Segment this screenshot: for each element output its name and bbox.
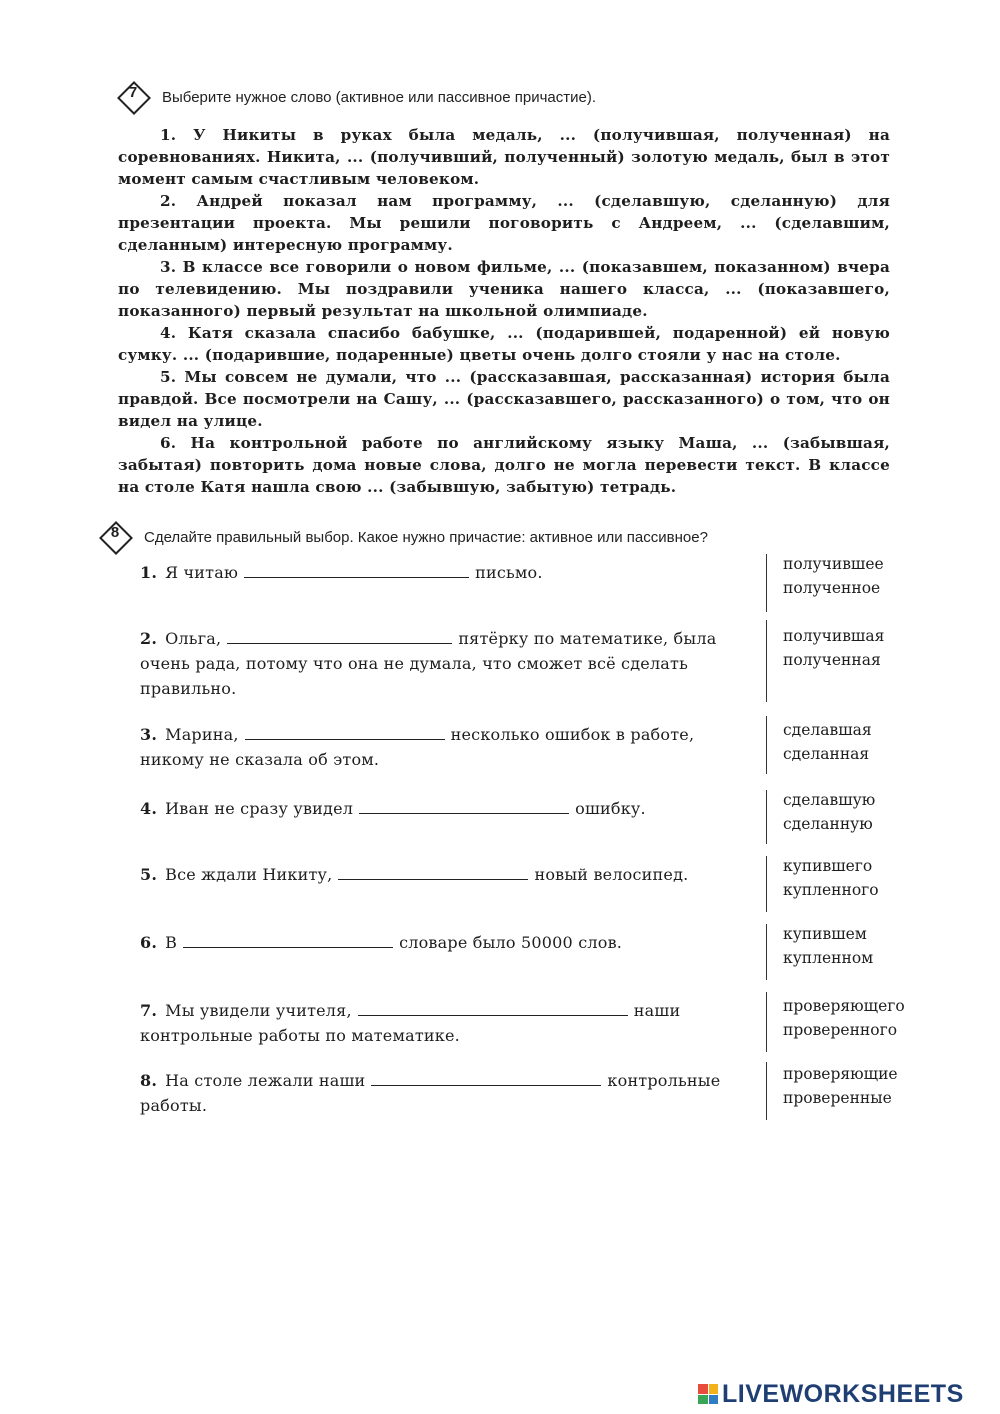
exercise-7 bbox=[118, 82, 890, 498]
divider-line bbox=[766, 620, 767, 702]
divider-line bbox=[766, 790, 767, 844]
exercise-number-badge: 8 bbox=[100, 522, 130, 552]
logo-square bbox=[698, 1395, 708, 1405]
divider-line bbox=[766, 856, 767, 912]
divider-line bbox=[766, 992, 767, 1052]
exercise-8-header bbox=[100, 522, 708, 552]
brand-name: LIVEWORKSHEETS bbox=[722, 1379, 964, 1408]
exercise-7-paragraph: 6. На контрольной работе по английскому языку Маша, ... (забывшая, забытая) повторить дома новые слова, долго не могла перевести текст. В классе на столе Катя нашла свою ... (забывшую, забытую) тетрадь. bbox=[118, 434, 890, 496]
answer-blank[interactable] bbox=[227, 627, 452, 644]
exercise-7-paragraph: 1. У Никиты в руках была медаль, ... (получившая, полученная) на соревнованиях. Никита, ... (получивший, полученный) золотую медаль, был в этот момент самым счастливым человеком. bbox=[118, 126, 890, 188]
exercise-7-title: Выберите нужное слово (активное или пассивное причастие). bbox=[162, 88, 596, 106]
exercise-number-badge: 7 bbox=[118, 82, 148, 112]
divider-line bbox=[766, 1062, 767, 1120]
answer-options: получившее полученное bbox=[783, 555, 884, 597]
answer-blank[interactable] bbox=[359, 797, 569, 814]
logo-square bbox=[698, 1384, 708, 1394]
answer-blank[interactable] bbox=[338, 863, 528, 880]
answer-options: проверяющего проверенного bbox=[783, 997, 905, 1039]
exercise-7-paragraph: 5. Мы совсем не думали, что ... (рассказавшая, рассказанная) история была правдой. Все посмотрели на Сашу, ... (рассказавшего, рассказанного) о том, что он видел на улице. bbox=[118, 368, 890, 430]
answer-options: получившая полученная bbox=[783, 627, 885, 669]
answer-options: проверяющие проверенные bbox=[783, 1065, 898, 1107]
logo-square bbox=[709, 1384, 719, 1394]
answer-options: купившего купленного bbox=[783, 857, 879, 899]
divider-line bbox=[766, 716, 767, 774]
exercise-7-paragraph: 2. Андрей показал нам программу, ... (сделавшую, сделанную) для презентации проекта. Мы решили поговорить с Андреем, ... (сделавшим, сделанным) интересную программу. bbox=[118, 192, 890, 254]
answer-blank[interactable] bbox=[244, 561, 469, 578]
exercise-8-title: Сделайте правильный выбор. Какое нужно причастие: активное или пассивное? bbox=[144, 528, 708, 546]
answer-blank[interactable] bbox=[183, 931, 393, 948]
answer-options: купившем купленном bbox=[783, 925, 874, 967]
answer-blank[interactable] bbox=[371, 1069, 601, 1086]
answer-blank[interactable] bbox=[245, 723, 445, 740]
divider-line bbox=[766, 924, 767, 980]
divider-line bbox=[766, 554, 767, 612]
liveworksheets-brand bbox=[698, 1381, 964, 1407]
exercise-7-header bbox=[118, 82, 890, 112]
answer-blank[interactable] bbox=[358, 999, 628, 1016]
answer-options: сделавшая сделанная bbox=[783, 721, 872, 763]
exercise-7-paragraph: 4. Катя сказала спасибо бабушке, ... (подарившей, подаренной) ей новую сумку. ... (подарившие, подаренные) цветы очень долго стояли у нас на столе. bbox=[118, 324, 890, 364]
answer-options: сделавшую сделанную bbox=[783, 791, 876, 833]
logo-square bbox=[709, 1395, 719, 1405]
liveworksheets-logo-icon bbox=[698, 1384, 718, 1404]
exercise-7-paragraph: 3. В классе все говорили о новом фильме, ... (показавшем, показанном) вчера по телевидению. Мы поздравили ученика нашего класса, ... (показавшего, показанного) первый результат на школьной олимпиаде. bbox=[118, 258, 890, 320]
